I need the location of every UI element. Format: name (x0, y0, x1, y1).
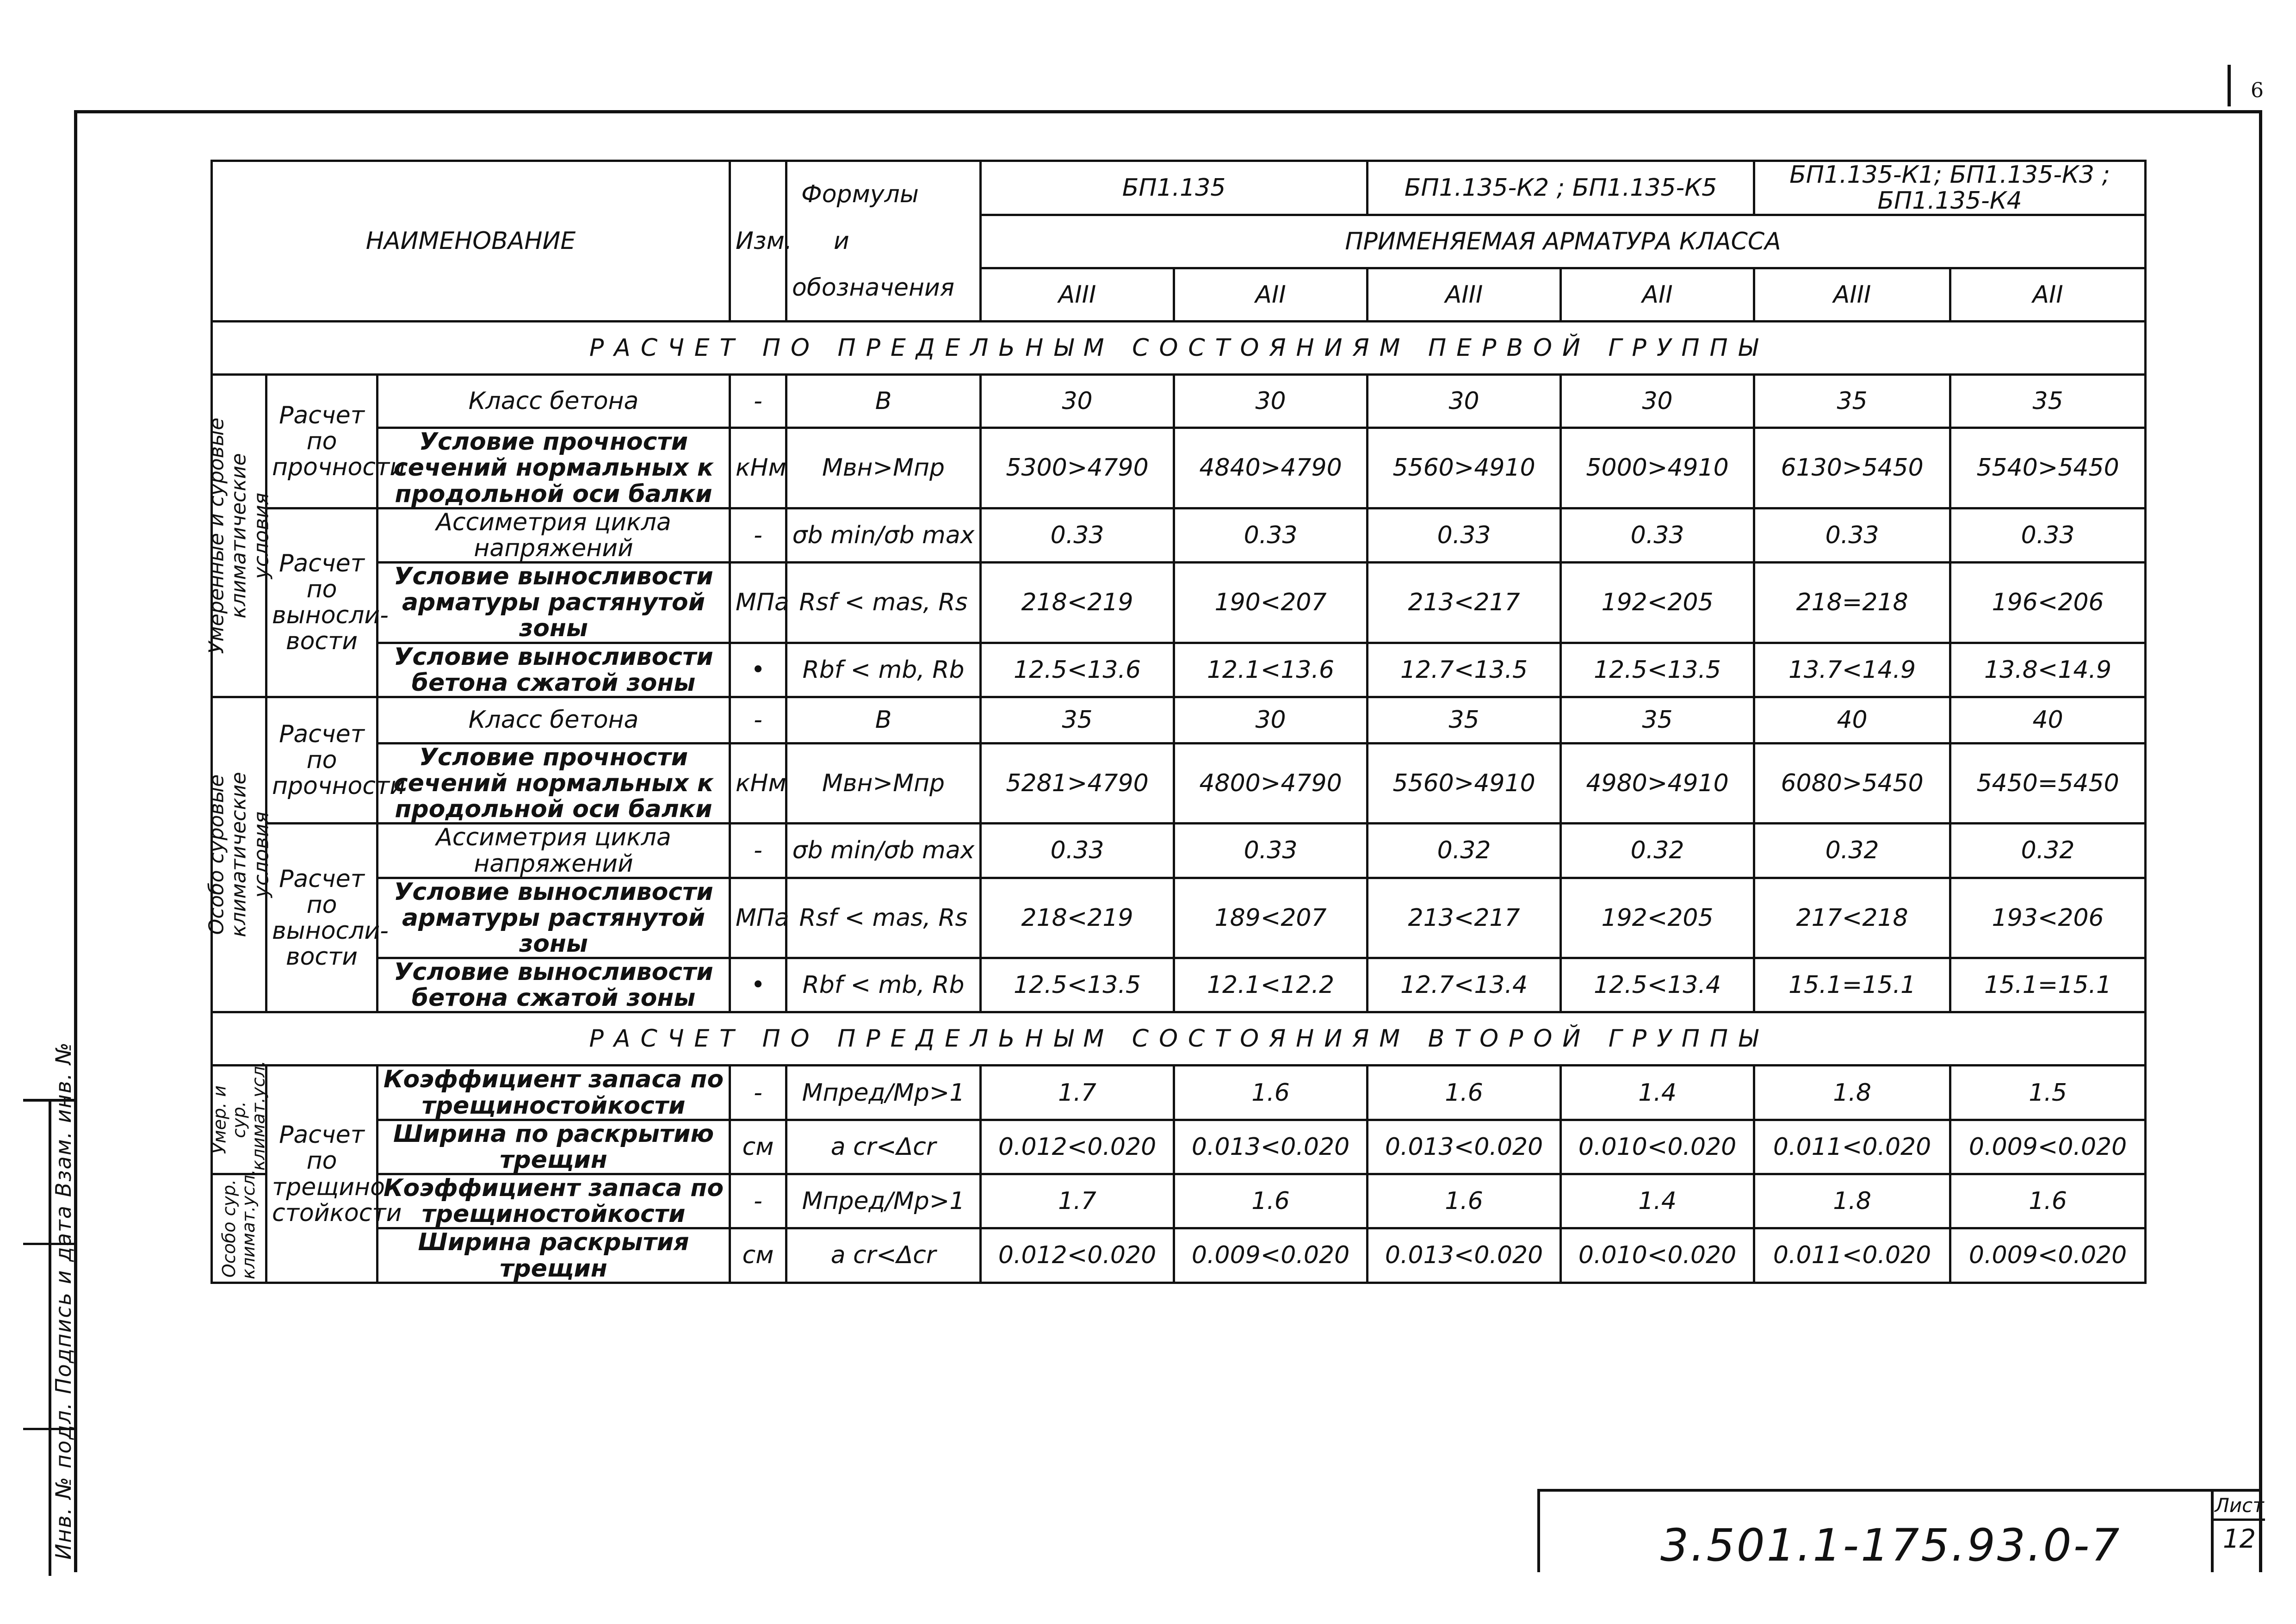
row-value: 5540>5450 (1950, 428, 2146, 508)
group-strength-2: Расчет по прочности (266, 697, 378, 823)
row-value: 12.7<13.4 (1368, 958, 1561, 1012)
header-formula: Формулы и обозначения (786, 161, 981, 322)
row-value: 30 (1368, 375, 1561, 428)
row-unit: см (730, 1228, 786, 1283)
row-unit: МПа (730, 563, 786, 643)
row-value: 0.33 (1754, 508, 1950, 562)
sheet-cell (2211, 1492, 2265, 1572)
row-value: 0.011<0.020 (1754, 1120, 1950, 1174)
row-value: 218<219 (981, 878, 1174, 958)
row-value: 0.33 (1950, 508, 2146, 562)
row-value: 4980>4910 (1561, 743, 1754, 823)
row-value: 0.009<0.020 (1950, 1228, 2146, 1283)
header-group-3: БП1.135-К1; БП1.135-К3 ; БП1.135-К4 (1754, 161, 2146, 215)
row-value: 1.8 (1754, 1174, 1950, 1228)
row-value: 12.1<12.2 (1174, 958, 1368, 1012)
row-name: Условие выносливости бетона сжатой зоны (378, 958, 730, 1012)
row-value: 1.6 (1174, 1066, 1368, 1120)
row-name: Ассиметрия цикла напряжений (378, 508, 730, 562)
section-2-title: РАСЧЕТ ПО ПРЕДЕЛЬНЫМ СОСТОЯНИЯМ ВТОРОЙ ГРУППЫ (212, 1012, 2146, 1066)
row-value: 0.012<0.020 (981, 1228, 1174, 1283)
class-6: АII (1950, 268, 2146, 322)
row-value: 35 (981, 697, 1174, 743)
row-value: 12.5<13.5 (1561, 643, 1754, 697)
row-value: 0.010<0.020 (1561, 1228, 1754, 1283)
header-group-2: БП1.135-К2 ; БП1.135-К5 (1368, 161, 1754, 215)
row-unit: МПа (730, 878, 786, 958)
row-unit: • (730, 643, 786, 697)
row-value: 0.013<0.020 (1174, 1120, 1368, 1174)
document-code: 3.501.1-175.93.0-7 (1660, 1519, 2122, 1571)
row-name: Условие прочности сечений нормальных к продольной оси балки (378, 428, 730, 508)
sheet-number: 12 (2222, 1524, 2256, 1554)
row-value: 30 (1174, 697, 1368, 743)
row-value: 193<206 (1950, 878, 2146, 958)
row-unit: - (730, 824, 786, 878)
row-name: Условие выносливости бетона сжатой зоны (378, 643, 730, 697)
row-value: 4840>4790 (1174, 428, 1368, 508)
row-value: 1.7 (981, 1066, 1174, 1120)
row-value: 1.7 (981, 1174, 1174, 1228)
group-endurance-2: Расчет по выносли- вости (266, 824, 378, 1012)
title-block (1537, 1489, 2262, 1572)
row-value: 1.6 (1174, 1174, 1368, 1228)
side-stamp-strip (23, 1041, 76, 1573)
row-value: 0.33 (1174, 824, 1368, 878)
class-4: АII (1561, 268, 1754, 322)
row-value: 12.5<13.6 (981, 643, 1174, 697)
row-unit: • (730, 958, 786, 1012)
row-name: Коэффициент запаса по трещиностойкости (378, 1066, 730, 1120)
row-value: 35 (1561, 697, 1754, 743)
row-formula: B (786, 697, 981, 743)
row-value: 0.013<0.020 (1368, 1228, 1561, 1283)
climate-label-3b: Особо сур. климат.усл. (212, 1174, 266, 1283)
row-value: 40 (1950, 697, 2146, 743)
row-formula: Rsf < mas, Rs (786, 563, 981, 643)
row-value: 12.1<13.6 (1174, 643, 1368, 697)
row-value: 190<207 (1174, 563, 1368, 643)
row-value: 5560>4910 (1368, 743, 1561, 823)
row-formula: Rsf < mas, Rs (786, 878, 981, 958)
row-unit: см (730, 1120, 786, 1174)
row-value: 213<217 (1368, 563, 1561, 643)
row-value: 30 (981, 375, 1174, 428)
group-strength-1: Расчет по прочности (266, 375, 378, 508)
row-unit: - (730, 375, 786, 428)
row-formula: Rbf < mb, Rb (786, 643, 981, 697)
row-unit: - (730, 1066, 786, 1120)
row-value: 6080>5450 (1754, 743, 1950, 823)
row-value: 1.6 (1950, 1174, 2146, 1228)
row-value: 0.013<0.020 (1368, 1120, 1561, 1174)
corner-tick (2228, 65, 2231, 106)
row-value: 192<205 (1561, 563, 1754, 643)
row-value: 0.32 (1754, 824, 1950, 878)
row-value: 30 (1174, 375, 1368, 428)
row-name: Класс бетона (378, 697, 730, 743)
row-unit: - (730, 508, 786, 562)
row-value: 13.7<14.9 (1754, 643, 1950, 697)
row-value: 0.33 (981, 824, 1174, 878)
header-group-1: БП1.135 (981, 161, 1368, 215)
row-value: 1.6 (1368, 1174, 1561, 1228)
row-value: 218<219 (981, 563, 1174, 643)
row-name: Условие выносливости арматуры растянутой зоны (378, 563, 730, 643)
group-crack: Расчет по трещино- стойкости (266, 1066, 378, 1283)
climate-label-3a: Умер. и сур. климат.усл. (212, 1066, 266, 1174)
row-value: 0.33 (981, 508, 1174, 562)
row-name: Коэффициент запаса по трещиностойкости (378, 1174, 730, 1228)
row-unit: кНм (730, 428, 786, 508)
row-value: 0.009<0.020 (1174, 1228, 1368, 1283)
climate-label-2: Особо суровые климатические условия (212, 697, 266, 1012)
row-formula: Мвн>Мпр (786, 428, 981, 508)
row-value: 12.5<13.4 (1561, 958, 1754, 1012)
row-value: 13.8<14.9 (1950, 643, 2146, 697)
group-endurance-1: Расчет по выносли- вости (266, 508, 378, 697)
row-value: 213<217 (1368, 878, 1561, 958)
row-value: 1.8 (1754, 1066, 1950, 1120)
class-3: АIII (1368, 268, 1561, 322)
row-value: 0.32 (1561, 824, 1754, 878)
row-value: 1.5 (1950, 1066, 2146, 1120)
row-name: Условие выносливости арматуры растянутой зоны (378, 878, 730, 958)
row-value: 0.010<0.020 (1561, 1120, 1754, 1174)
class-1: АIII (981, 268, 1174, 322)
row-value: 196<206 (1950, 563, 2146, 643)
row-value: 0.33 (1561, 508, 1754, 562)
row-value: 1.4 (1561, 1066, 1754, 1120)
row-value: 4800>4790 (1174, 743, 1368, 823)
row-formula: Мпред/Мр>1 (786, 1174, 981, 1228)
row-formula: a cr<Δcr (786, 1120, 981, 1174)
row-value: 1.4 (1561, 1174, 1754, 1228)
climate-label-1: Умеренные и суровые климатические условия (212, 375, 266, 697)
row-value: 5450=5450 (1950, 743, 2146, 823)
row-value: 5300>4790 (981, 428, 1174, 508)
row-value: 35 (1950, 375, 2146, 428)
row-value: 1.6 (1368, 1066, 1561, 1120)
row-value: 12.7<13.5 (1368, 643, 1561, 697)
side-stamp-text: Инв. № подл. Подпись и дата Взам. инв. № (51, 1041, 76, 1560)
class-2: АII (1174, 268, 1368, 322)
header-armature: ПРИМЕНЯЕМАЯ АРМАТУРА КЛАССА (981, 215, 2146, 268)
row-formula: σb min/σb max (786, 824, 981, 878)
row-value: 35 (1368, 697, 1561, 743)
row-formula: Мпред/Мр>1 (786, 1066, 981, 1120)
row-value: 0.32 (1368, 824, 1561, 878)
row-value: 15.1=15.1 (1754, 958, 1950, 1012)
row-value: 0.009<0.020 (1950, 1120, 2146, 1174)
row-value: 189<207 (1174, 878, 1368, 958)
row-value: 0.32 (1950, 824, 2146, 878)
row-value: 192<205 (1561, 878, 1754, 958)
row-value: 15.1=15.1 (1950, 958, 2146, 1012)
row-value: 0.012<0.020 (981, 1120, 1174, 1174)
row-formula: σb min/σb max (786, 508, 981, 562)
row-value: 0.33 (1174, 508, 1368, 562)
row-name: Ширина по раскрытию трещин (378, 1120, 730, 1174)
row-unit: кНм (730, 743, 786, 823)
row-value: 35 (1754, 375, 1950, 428)
row-formula: Rbf < mb, Rb (786, 958, 981, 1012)
row-unit: - (730, 697, 786, 743)
row-name: Ассиметрия цикла напряжений (378, 824, 730, 878)
row-value: 218=218 (1754, 563, 1950, 643)
row-unit: - (730, 1174, 786, 1228)
header-unit: Изм. (730, 161, 786, 322)
row-value: 40 (1754, 697, 1950, 743)
section-1-title: РАСЧЕТ ПО ПРЕДЕЛЬНЫМ СОСТОЯНИЯМ ПЕРВОЙ ГРУППЫ (212, 322, 2146, 375)
row-value: 0.011<0.020 (1754, 1228, 1950, 1283)
row-value: 217<218 (1754, 878, 1950, 958)
row-formula: a cr<Δcr (786, 1228, 981, 1283)
row-formula: Мвн>Мпр (786, 743, 981, 823)
row-value: 5560>4910 (1368, 428, 1561, 508)
calculation-table (204, 160, 2147, 1284)
row-value: 12.5<13.5 (981, 958, 1174, 1012)
corner-page-number: 6 (2251, 79, 2264, 102)
row-name: Ширина раскрытия трещин (378, 1228, 730, 1283)
row-formula: B (786, 375, 981, 428)
row-value: 5281>4790 (981, 743, 1174, 823)
sheet-label: Лист (2214, 1492, 2265, 1521)
row-value: 30 (1561, 375, 1754, 428)
row-value: 0.33 (1368, 508, 1561, 562)
row-value: 5000>4910 (1561, 428, 1754, 508)
class-5: АIII (1754, 268, 1950, 322)
row-value: 6130>5450 (1754, 428, 1950, 508)
header-name: НАИМЕНОВАНИЕ (212, 161, 730, 322)
row-name: Условие прочности сечений нормальных к продольной оси балки (378, 743, 730, 823)
row-name: Класс бетона (378, 375, 730, 428)
